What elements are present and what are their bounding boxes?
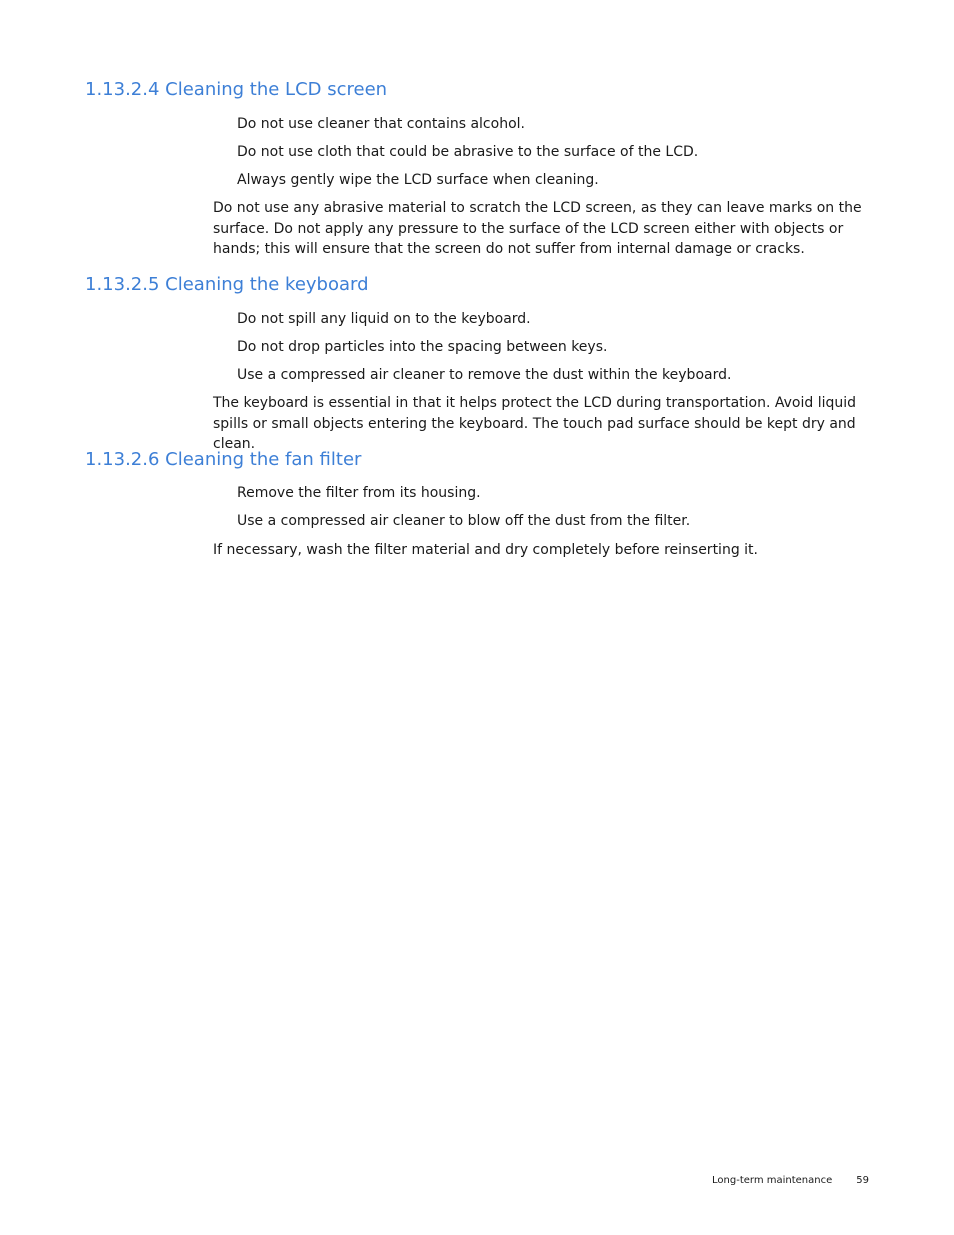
list-item: Do not spill any liquid on to the keyboard. <box>237 311 531 327</box>
section-heading-lcd: 1.13.2.4 Cleaning the LCD screen <box>85 79 388 100</box>
list-item: Use a compressed air cleaner to blow off the dust from the filter. <box>237 513 691 529</box>
section-paragraph-fan-filter: If necessary, wash the filter material and dry completely before reinserting it. <box>213 542 758 558</box>
list-item: Do not use cloth that could be abrasive to the surface of the LCD. <box>237 144 699 160</box>
footer-section-title: Long-term maintenance <box>712 1175 833 1186</box>
list-item: Always gently wipe the LCD surface when cleaning. <box>237 172 599 188</box>
list-item: Use a compressed air cleaner to remove the dust within the keyboard. <box>237 367 732 383</box>
list-item: Do not drop particles into the spacing between keys. <box>237 339 608 355</box>
page-footer <box>712 1175 869 1187</box>
section-paragraph-lcd: Do not use any abrasive material to scratch the LCD screen, as they can leave marks on the surface. Do not apply any pressure to the surface of the LCD screen either with objects or hands; this will ensure that the screen do not suffer from internal damage or cracks. <box>213 200 862 257</box>
section-paragraph-keyboard: The keyboard is essential in that it helps protect the LCD during transportation. Avoid liquid spills or small objects entering the keyboard. The touch pad surface should be kept dry and clean. <box>213 395 857 452</box>
section-heading-keyboard: 1.13.2.5 Cleaning the keyboard <box>85 274 369 295</box>
page-number: 59 <box>856 1175 869 1186</box>
list-item: Do not use cleaner that contains alcohol. <box>237 116 525 132</box>
section-heading-fan-filter: 1.13.2.6 Cleaning the fan filter <box>85 449 362 470</box>
list-item: Remove the filter from its housing. <box>237 485 481 501</box>
